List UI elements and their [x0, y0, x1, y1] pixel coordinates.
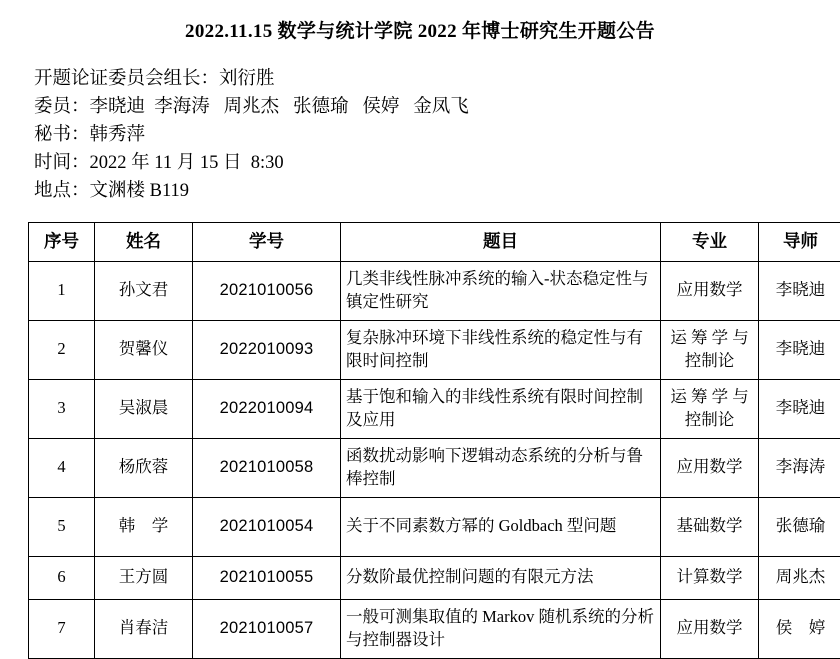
cell-advisor: 李晓迪 [759, 261, 840, 320]
cell-name: 吴淑晨 [95, 379, 193, 438]
cell-advisor: 张德瑜 [759, 497, 840, 556]
cell-advisor: 李晓迪 [759, 320, 840, 379]
cell-major: 应用数学 [661, 438, 759, 497]
table-row [29, 379, 840, 438]
meta-line-location: 地点：文渊楼 B119 [34, 177, 812, 205]
column-header-student-id: 学号 [193, 222, 341, 261]
meta-block [34, 65, 812, 206]
cell-advisor: 侯 婷 [759, 599, 840, 658]
cell-student-id: 2022010093 [193, 320, 341, 379]
table-header-row [29, 222, 840, 261]
cell-name: 孙文君 [95, 261, 193, 320]
cell-student-id: 2021010054 [193, 497, 341, 556]
table-row [29, 599, 840, 658]
meta-line-chair: 开题论证委员会组长：刘衍胜 [34, 65, 812, 93]
cell-major: 计算数学 [661, 556, 759, 599]
cell-index: 4 [29, 438, 95, 497]
cell-topic: 分数阶最优控制问题的有限元方法 [341, 556, 661, 599]
table-row [29, 556, 840, 599]
cell-index: 2 [29, 320, 95, 379]
cell-major: 应用数学 [661, 599, 759, 658]
cell-index: 5 [29, 497, 95, 556]
cell-name: 贺馨仪 [95, 320, 193, 379]
cell-topic: 一般可测集取值的 Markov 随机系统的分析与控制器设计 [341, 599, 661, 658]
roster-table [28, 222, 840, 659]
table-row [29, 320, 840, 379]
cell-advisor: 李海涛 [759, 438, 840, 497]
table-row [29, 438, 840, 497]
cell-student-id: 2022010094 [193, 379, 341, 438]
cell-major: 基础数学 [661, 497, 759, 556]
cell-name: 韩 学 [95, 497, 193, 556]
cell-topic: 几类非线性脉冲系统的输入-状态稳定性与镇定性研究 [341, 261, 661, 320]
cell-index: 1 [29, 261, 95, 320]
cell-advisor: 李晓迪 [759, 379, 840, 438]
column-header-index: 序号 [29, 222, 95, 261]
column-header-name: 姓名 [95, 222, 193, 261]
cell-major: 应用数学 [661, 261, 759, 320]
cell-name: 王方圆 [95, 556, 193, 599]
meta-line-time: 时间：2022 年 11 月 15 日 8:30 [34, 149, 812, 177]
table-row [29, 497, 840, 556]
cell-student-id: 2021010056 [193, 261, 341, 320]
cell-major: 运 筹 学 与控制论 [661, 320, 759, 379]
cell-topic: 函数扰动影响下逻辑动态系统的分析与鲁棒控制 [341, 438, 661, 497]
page-title: 2022.11.15 数学与统计学院 2022 年博士研究生开题公告 [28, 16, 812, 43]
cell-topic: 基于饱和输入的非线性系统有限时间控制及应用 [341, 379, 661, 438]
cell-advisor: 周兆杰 [759, 556, 840, 599]
cell-student-id: 2021010055 [193, 556, 341, 599]
cell-topic: 复杂脉冲环境下非线性系统的稳定性与有限时间控制 [341, 320, 661, 379]
cell-student-id: 2021010057 [193, 599, 341, 658]
column-header-major: 专业 [661, 222, 759, 261]
meta-line-secretary: 秘书：韩秀萍 [34, 121, 812, 149]
cell-index: 3 [29, 379, 95, 438]
cell-topic: 关于不同素数方幂的 Goldbach 型问题 [341, 497, 661, 556]
table-row [29, 261, 840, 320]
column-header-topic: 题目 [341, 222, 661, 261]
meta-line-members: 委员：李晓迪 李海涛 周兆杰 张德瑜 侯婷 金凤飞 [34, 93, 812, 121]
column-header-advisor: 导师 [759, 222, 840, 261]
cell-name: 杨欣蓉 [95, 438, 193, 497]
cell-name: 肖春洁 [95, 599, 193, 658]
cell-index: 7 [29, 599, 95, 658]
cell-index: 6 [29, 556, 95, 599]
cell-student-id: 2021010058 [193, 438, 341, 497]
cell-major: 运 筹 学 与控制论 [661, 379, 759, 438]
